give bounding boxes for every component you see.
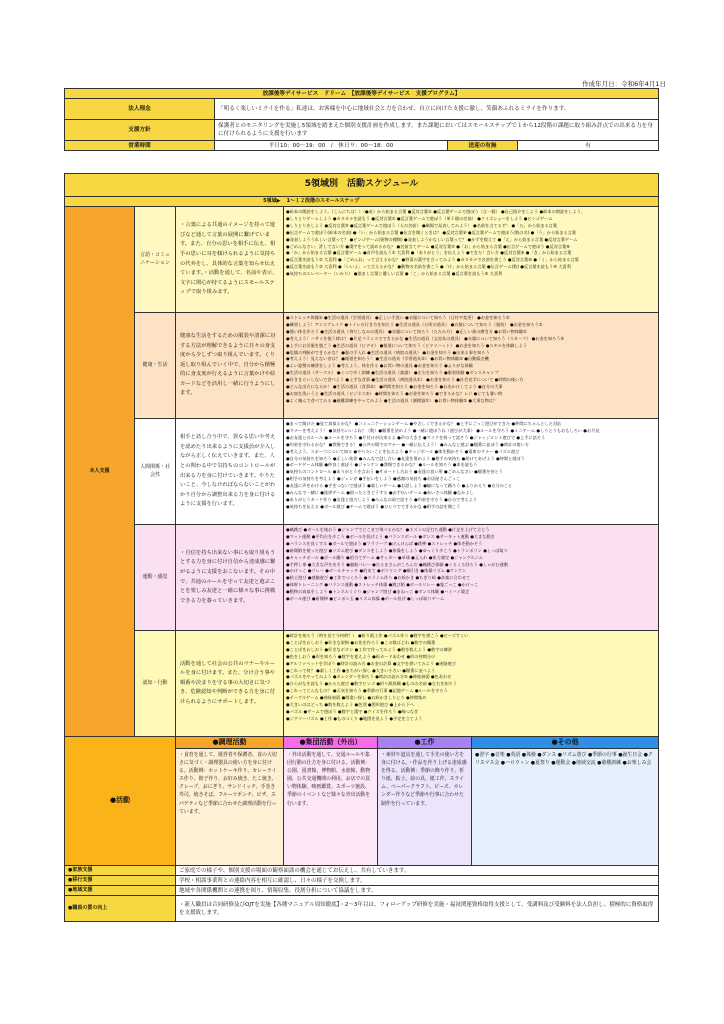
activity-header-cooking: ●調理活動 [176,737,284,749]
activity-list-line: ●パズル ●ゲームで遊ぼう ●数字と漢字 ●クイズを作ろう ●線つなぎ [286,708,419,714]
activity-list-line: ●マット運動 ●平均台を歩こう ●ボールを投げよう ●バランスボール ●ダンス ●サーキット運動 ●大きな動き [286,533,495,539]
footer-label: ●家族支援 [65,866,176,876]
activity-list-line: ●ごめんなさい、許して言い方 ●漢字をって読めるかな？ ●名前当てゲーム ●反対言葉⑦ ●「お」から始まる言葉 ●伝言ゲームで遊ぼう ●反対言葉⑧ [286,243,570,249]
domain-name: 健康・生活 [135,313,176,419]
domain-description: ・言葉による共通のイメージを持って遊びなど通して言葉の展開に繋げています。また、自分の思いを相手に伝え、相手の思いに耳を傾けられるように気持ちの代弁をし、具体的な言葉を知らせ伝えています。・活動を通して、名前や表示、文字に関心が持てるようにスモールステップで取り組みます。 [176,207,284,313]
activity-list-line: ●体幹トレーニング ●バランス運動 ●ストレッチ体操 ●跳び箱 ●ボールリレー ●鬼ごっこ ●かけっこ [286,582,479,588]
activity-list-line: ●縄跳び ●ボールを使おう ●ジャンプでどこまで飛べるかな？ ●ネズミの足打ち運動 ●片足を上げて立とう [286,527,490,532]
activity-text-cooking: ・食育を通して、運営者や保護者、食の大切さに気づく・調理器具の使い方を身に付ける。活動例：ホットケーキ作り、カレーライス作り、餃子作り、お好み焼き、たこ焼き、クレープ、おにぎり、サンドイッチ、手巻き寿司、焼きそば、フルーツポンチ、ピザ、スパゲティなど季節に合わせた調理活動を行っています。 [176,749,284,866]
domain-activity-list [284,207,659,313]
activity-list-line: ●約束を守れるかな？ ●我慢できる？ ●公共の場でのマナー ●一緒に伝えよう！ ●みんなと遊ぶ ●順番に並ぼう ●時計の使い方 [286,441,529,447]
activities-label: ●活動 [65,737,176,866]
activity-list-line: ●ありがとうカード作り ●友達と協力しよう ●みんなの前で話そう ●約束を守ろう ●自分で考えよう [286,496,478,502]
domain-description: ・自信を持ち出来ない事にも取り組もうとする力を身に付け自信から達成感に繋がるように支援をおこないます。その中で、共通のルールを守って友達と遊ぶことを楽しみ友達と一緒に様々な事に挑戦できる力を養っていきます。 [176,525,284,631]
philosophy-label: 法人理念 [65,99,215,120]
group-label: 本人支援 [65,207,135,737]
activity-list-line: ●これって何？ ●楽しく工作 ●まちがい探し ●大きい小さい ●順番に並べよう [286,667,436,673]
activity-list-line: ●自分の気持ちを知ろう ●正しい挨拶 ●みんなで話し合い ●友達を褒めよう ●相手の気持ち ●助けてあげよう ●仲間と遊ぼう [286,455,525,461]
activity-list-line: ●反言葉を読もう③ 大喜利 ●「いいよ」って言えるかな？ ●動物の名前を書こう ●「け」から始まる言葉 ●伝言ゲーム(数) ●反言葉を読もう④ 大喜利 [286,264,571,270]
activity-list-line: ●色をしおう ●形を知ろう ●数字を覚えよう ●絵カードあわせ ●形の仲間分け [286,653,436,659]
activity-list-line: ●新聞紙を使った遊び ●リズム遊び ●ダンスをしよう ●体操をしよう ●ゆっくり歩こう ●トランポリン ●しっぽ取り [286,547,508,553]
activity-header-craft: ●工作 [378,737,472,749]
activity-text-other: ●習字 ●音楽 ●英語 ●体操 ●ダンス ●リズム遊び ●季節の行事 ●誕生日会 ●クリスマス会 ●ハロウィン ●夏祭り ●運動会 ●地域交流 ●避難訓練 ●お楽しみ会 [472,749,659,866]
activity-list-line: ●お友達とのルール ●ルールを守ろう ●片付けが出来るよ ●声の大きさ ●マイクを持って話そう ●ジャッジメント遊びで ●上手に話そう [286,434,546,440]
activity-list-line: ●パズルをやってみよう ●カレンダーを知ろう ●時計の読み方② ●神経衰弱 ●色あわせ [286,674,452,680]
activity-list-line: ●ひらがなを読もう ●かるた遊び ●数字ビンゴ ●折り紙体験 ●ものの名前 ●左右を知ろう [286,681,457,687]
activity-header-other: ●その他 [472,737,659,749]
service-title: 放課後等デイサービス ドリーム 【放課後等デイサービス 支援プログラム】 [65,89,659,99]
schedule-title: 5領域別 活動スケジュール [65,174,659,197]
activity-list-line: ●練習しよう！アイスブレイク ●トイレの行き方を知ろう ●生活の道具（台所の道具） ●衣服について知ろう（服装） ●お金を知ろう② [286,321,543,327]
activity-list-line: ●考えよう、スポーツについて知る ●やりたいことを伝えよう ●ドッジボール ●体を動かそう ●電車のマナー ●パズル遊び [286,448,520,454]
activity-text-group: ・外出活動を通して、交通ルールや集団行動の仕方を身に付ける。活動例：公園、図書館、博物館、水族館、動物園、公共交通機関の利用、お店での買い物体験、映画鑑賞、スポーツ施設、季節のイベントなど様々な外出活動を行います。 [284,749,378,866]
footer-text: ご家庭での様子や、個別支援の場面の観察面談の機会を通じてお伝えし、共有していきます。 [176,866,659,876]
activity-list-line: ●「か」から始まる言葉 ●反言葉ゲーム ●音声を読もう① 大喜利 ●「ありがとう」を伝えよう ●できた！言い方 ●反対言葉⑨ ●「き」から始まる言葉 [286,250,572,256]
activity-list-line: ●反言葉を読もう② 大喜利 ●「ごめんね」って言えるかな？ ●野菜の漢字を言ってみよう ●カタカナで名前を書こう ●反対言葉⑩ ●「く」から始まる言葉 [286,257,579,263]
policy-label: 支援方針 [65,120,215,141]
activity-list-line: ●友達に声をかける ●手をつないで遊ぼう ●楽しいゲーム ●お話しよう ●輪になって踊ろう ●ふりかえり ●自分のこと [286,483,513,489]
activity-list-line: ●伝言ゲームで遊ぼう(絵本の名前) ●「い」から始まる言葉 ●伝言を聞くときは？ ●反対言葉⑥ ●反言葉ゲームで遊ぼう(数の名) ●「う」から始まる言葉 [286,229,577,235]
schedule-table [64,173,659,922]
activity-list-line: ●絵本の朗読をしよう。（こんにちは！）（●あ）から始まる言葉 ●反対言葉① ●反言葉ゲームで遊ぼう（言一個） ●自己紹介をしよう ●絵本の朗読をしよう。 [286,209,586,214]
step-left-label: 5領域▶ [176,197,284,207]
hours-text: 平日10：00～19：00 / 休日９：00～18：00 [215,141,448,151]
activity-list-line: ●ボードゲーム体験 ●仲良く遊ぼう ●ジャンケン ●我慢できるかな？ ●ルールを知ろう ●本を読もう [286,462,478,468]
domain-name: 人間関係・社会性 [135,419,176,525]
activity-list-line: ●生活の道具（サークル） ●くつで歩く訓練 ●生活の道具（楽器） ●左右を知ろう ●服装体験 ●ダンスキャンプ [286,370,499,376]
domain-activity-list [284,525,659,631]
activity-list-line: ●お皿を洗いうと ●生活の道具（ビジネス②） ●時間を知ろう ●お金を知ろう ●できるかな？レジ ●とても暑い時 [286,390,503,396]
hours-label: 営業時間 [65,141,215,151]
activity-list-line: ●時計を知ろう（時を見て今何時？） ●折り紙工作 ●パズル作り ●数字を書こう ●ビーズすくい [286,633,469,638]
domain-activity-list [284,313,659,419]
activity-list-line: ●よい姿勢の練習をしよう ●考えよう、体を作る ●お買い物の道具 ●お金を知ろう ●ふりがな体験 [286,363,473,369]
created-date: 作成年月日：令和6年4月1日 [582,80,666,88]
domain-description: 健康な生活をするための服装や清潔に対する方法が理解できるように日々の身支度から少しずつ取り組んでいます。くり返し取り組んでいく中で、自分から積極的に身支度が行えるように言葉かけや絵カードなどを活用し一緒に行うようにします。 [176,313,284,419]
domain-name: 認知・行動 [135,631,176,737]
footer-label: ●移行支援 [65,876,176,886]
footer-label: ●職員の質の向上 [65,896,176,922]
activity-list-line: ●みんなで一緒に ●挨拶ゲーム ●困ったときどうする ●お手伝いゲーム ●あいさつ体験 ●なかよし [286,490,474,496]
activity-list-line: ●危険の判断ができるかな？ ●服の手入れ ●生活の道具（病院の道具） ●お金を知ろう ●出来る事を知ろう [286,349,490,355]
footer-label: ●地域支援 [65,886,176,896]
activity-list-line: ●しりとりをしよう ●反対言葉③ ●反言葉ゲームで遊ぼう（人の名前） ●劇場で発表してみよう！ ●名前を当てるぞ！ ●「た」から始まる言葉 [286,222,558,228]
domain-name: 言語・コミュニケーション [135,207,176,313]
activity-list-line: ●キャッチボール ●ボール蹴り ●的当てゲーム ●サッカー ●卓球 ●玉入れ ●体力測定 ●ジャングルジム [286,554,483,560]
activity-list-line: ●大きいのはどっち ●数を数えよう ●色別 ●図形遊び ●上から下へ [286,702,415,708]
activity-list-line: ●かけっこ ●リレー ●ボールキャッチ ●的あて ●ボウリング ●綱引き ●体操リズム ●ケンケン [286,568,467,574]
domain-activity-list [284,631,659,737]
domain-description: 相手と話し合う中で、異なる思いや考えを認めたり出来るように支援員が介入しながら正しく伝えていきます。また、人との関わる中で気持ちのコントロールが出来る力を身に付けていきます。やりたいこと、今しなければならないことがわかり自分から調整出来る力を身に付けるように支援を行います。 [176,419,284,525]
domain-name: 運動・感覚 [135,525,176,631]
activity-list-line: ●ことばをおしおう ●好きなボタン ●工作で作ってみよう ●数を数えよう ●数字の練習 [286,646,452,652]
activity-list-line: ●手押し車 ●大きな声を出そう ●風船バレー ●だるまさんがころんだ ●縄跳び体験 ●くるくる回ろう ●しゃがむ運動 [286,561,509,567]
activity-header-group: ●集団活動（外出） [284,737,378,749]
activity-list-line: ●気持ちのコントロール ●ありがとうを言おう ●サポートし合おう ●友達の良い所 ●ごめんなさい ●順番を待とう [286,469,503,475]
activity-list-line: ●相手の気持ちを考えよう ●ジェンガ ●手伝いをしよう ●感謝の気持ち ●お店屋さんごっこ [286,476,461,482]
activity-list-line: ●マナーを考えよう！ ●気持ちいいよね？（数）●順番を決めよう ●一緒に遊ぼうね（遊びが大事） ●ルールを守ろう ●ミニゲーム ●しりとりもおもしろい ●お月見 [286,427,600,433]
activity-list-line: ●バランスを良くする ●ボールで遊ぼう ●フラフープ ●けんけんぱ ●鉄棒 ●ストレッチ ●体を動かそう [286,540,483,546]
activity-list-line: ●ジグソーパズル ●工作 ●ものづくり ●地図を見よう ●予定を立てよう [286,715,423,721]
activity-list-line: ●まって聞けた ●見て真似るかな？ ●コミュニケーションゲーム ●やさしくできるかな？ ●上手にごっこ遊びができた ●仲間にちゃんとした対応 [286,421,562,426]
footer-text: 学校・相談事業所との連絡内容を相互に確認し、日々の様子を交換します。 [176,876,659,886]
activity-list-line: ●これってどんなもの？ ●天気を知ろう ●季節の行事 ●記憶ゲーム ●ルールを守ろう [286,688,448,694]
activity-list-line: ●粘土遊び ●感触遊び ●工作でつくろう ●スライム作り ●お絵かき ●ちぎり絵 ●音楽に合わせて [286,575,471,581]
activity-list-line: ●ことばをおしおう ●好きな果物 ●お花を作ろう ●この数はどれ ●数字の順番 [286,639,436,645]
activity-list-line: ●動物の真似をしよう ●トンネルくぐり ●ジャンプ遊び ●まねっこ ●ダンス体験 ●ハイハイ競走 [286,589,470,595]
activity-list-line: ●しりとりゲームしよう ●カタカナを読もう ●反対言葉② ●反言葉ゲームで遊ぼう（単１個の名前） ●クイズショーをしよう ●ビンゴゲーム [286,215,553,221]
activity-list-line: ●発表しよううれしい言葉って？ ●ビンゴゲーム(果物の種類) ●発表しようかなしい言葉って？ ●かずを数えて ●「え」から始まる言葉 ●反対言葉ゲーム [286,236,578,242]
pickup-value: 有 [518,141,659,151]
activity-list-line: ●気持ちを伝える ●ボール遊び ●チームで遊ぼう ●ひとりでできるかな ●相手の話を聞こう [286,503,461,509]
header-table [64,88,659,151]
step-right-label: 1～１２段階のスモールステップ [284,197,659,207]
activity-list-line: ●強い体を作ろう ●生活の道具（身だしなみの道具） ●衣服について知ろう（たたみ方） ●正しい歯の磨き方 ●お買い物体験① [286,328,527,334]
activity-list-line: ●気持ちのエレベーター（いかり） ●誰まし言葉と優しい言葉 ●「こ」から始まる言葉 ●反言葉を読もう⑤ 大喜利 [286,271,503,277]
activity-list-line: ●考えよう！ハサミを使う時は？ ●片足バランスでできるかな ●生活の道具（文房具の道具） ●衣服について知ろう（スカーフ） ●お金を知ろう③ [286,335,565,341]
activity-list-line: ●どんな出方になるか！ ●生活の道具（食事②） ●時間を知ろう ●お金を知ろう ●お出かけしてよう ●自分の大事 [286,384,503,390]
activity-list-line: ●ストレッチ体操① ●生活の道具（学習道具） ●正しい手洗い ●衣服について知ろう（日付や変更） ●お金を知ろう① [286,315,510,320]
activity-list-line: ●テーブルゲーム ●神経衰弱 ●間違い探し ●お絵かきしりとり ●仲間集め [286,695,427,701]
activity-list-line: ●よく噛んで食べてみる ●避難訓練をやってみよう ●生活の道具（調理器②） ●お買い物体験③ ●大事な物は？ [286,397,498,403]
philosophy-text: 「明るく楽しいミライを作る」私達は、お客様を中心に地域社会と力を合わせ、自立に向けた支援に徹し、笑顔あふれるミライを作ります。 [215,99,659,120]
activity-list-line: ●考えよう！見えない音は？ ●報道を知ろう！ ●生活の道具（学習道具②） ●お買い物体験② ●自動販売機 [286,356,489,362]
activity-list-line: ●上手にお洋服を脱ごう ●生活の道具（ビデオ） ●報道について知ろう（ヒヤリハット） ●お金を知ろう ●スキルを体験しよう [286,342,528,348]
footer-text: 地域や各関係機関との連携を図り、情報収集、役割分担について協議をします。 [176,886,659,896]
activity-list-line: ●アルファベットを学ぼう ●時計の読み方 ●お金の計算 ●文字を書いてみよう ●迷路遊び [286,660,456,666]
policy-text: 保護者とのモニタリングを実施し5領域を踏まえた個別支援計画を作成します。また課題においてはスモールステップで１から12段階の課題に取り組み評点での出来る力を身に付けられるように支援を行います [215,120,659,141]
activity-list-line: ●好ききらいしないで食べよう ●上手な食事 ●生活の道具（病院道具①） ●お金を知ろう ●社会見学について ●時間の使い方 [286,377,524,383]
domain-description: 活動を通して社会の公共のマナーやルールを身に付けます。また、分け合う事や順番や決まりを守る事の大切さに気づき、危険認知や判断ができる力を身に付けられるようにサポートします。 [176,631,284,737]
domain-activity-list [284,419,659,525]
footer-text: ・新人職員は合同研修及びOJTを実施【各種マニュアル周知徹底】・2～3年目は、フォローアップ研修を実施・福祉関連資格取得支援として、受講料及び受験料を法人負担し、積極的に資格取得を支援致します。 [176,896,659,922]
activity-list-line: ●ボール運び ●新聞棒 ●ピンポン玉 ●リズム体操 ●ボール投げ ●しっぽ取りゲーム [286,596,445,602]
activity-text-craft: ・素材や道具を通して手先の使い方を身に付ける。・作品を作り上げる達成感を得る。活動例：季節の飾り作り、折り紙、粘土、絵の具、紙工作、スライム、ペーパークラフト、ビーズ、カレンダー作りなど季節や行事に合わせた制作を行っています。 [378,749,472,866]
pickup-label: 送迎の有無 [448,141,518,151]
